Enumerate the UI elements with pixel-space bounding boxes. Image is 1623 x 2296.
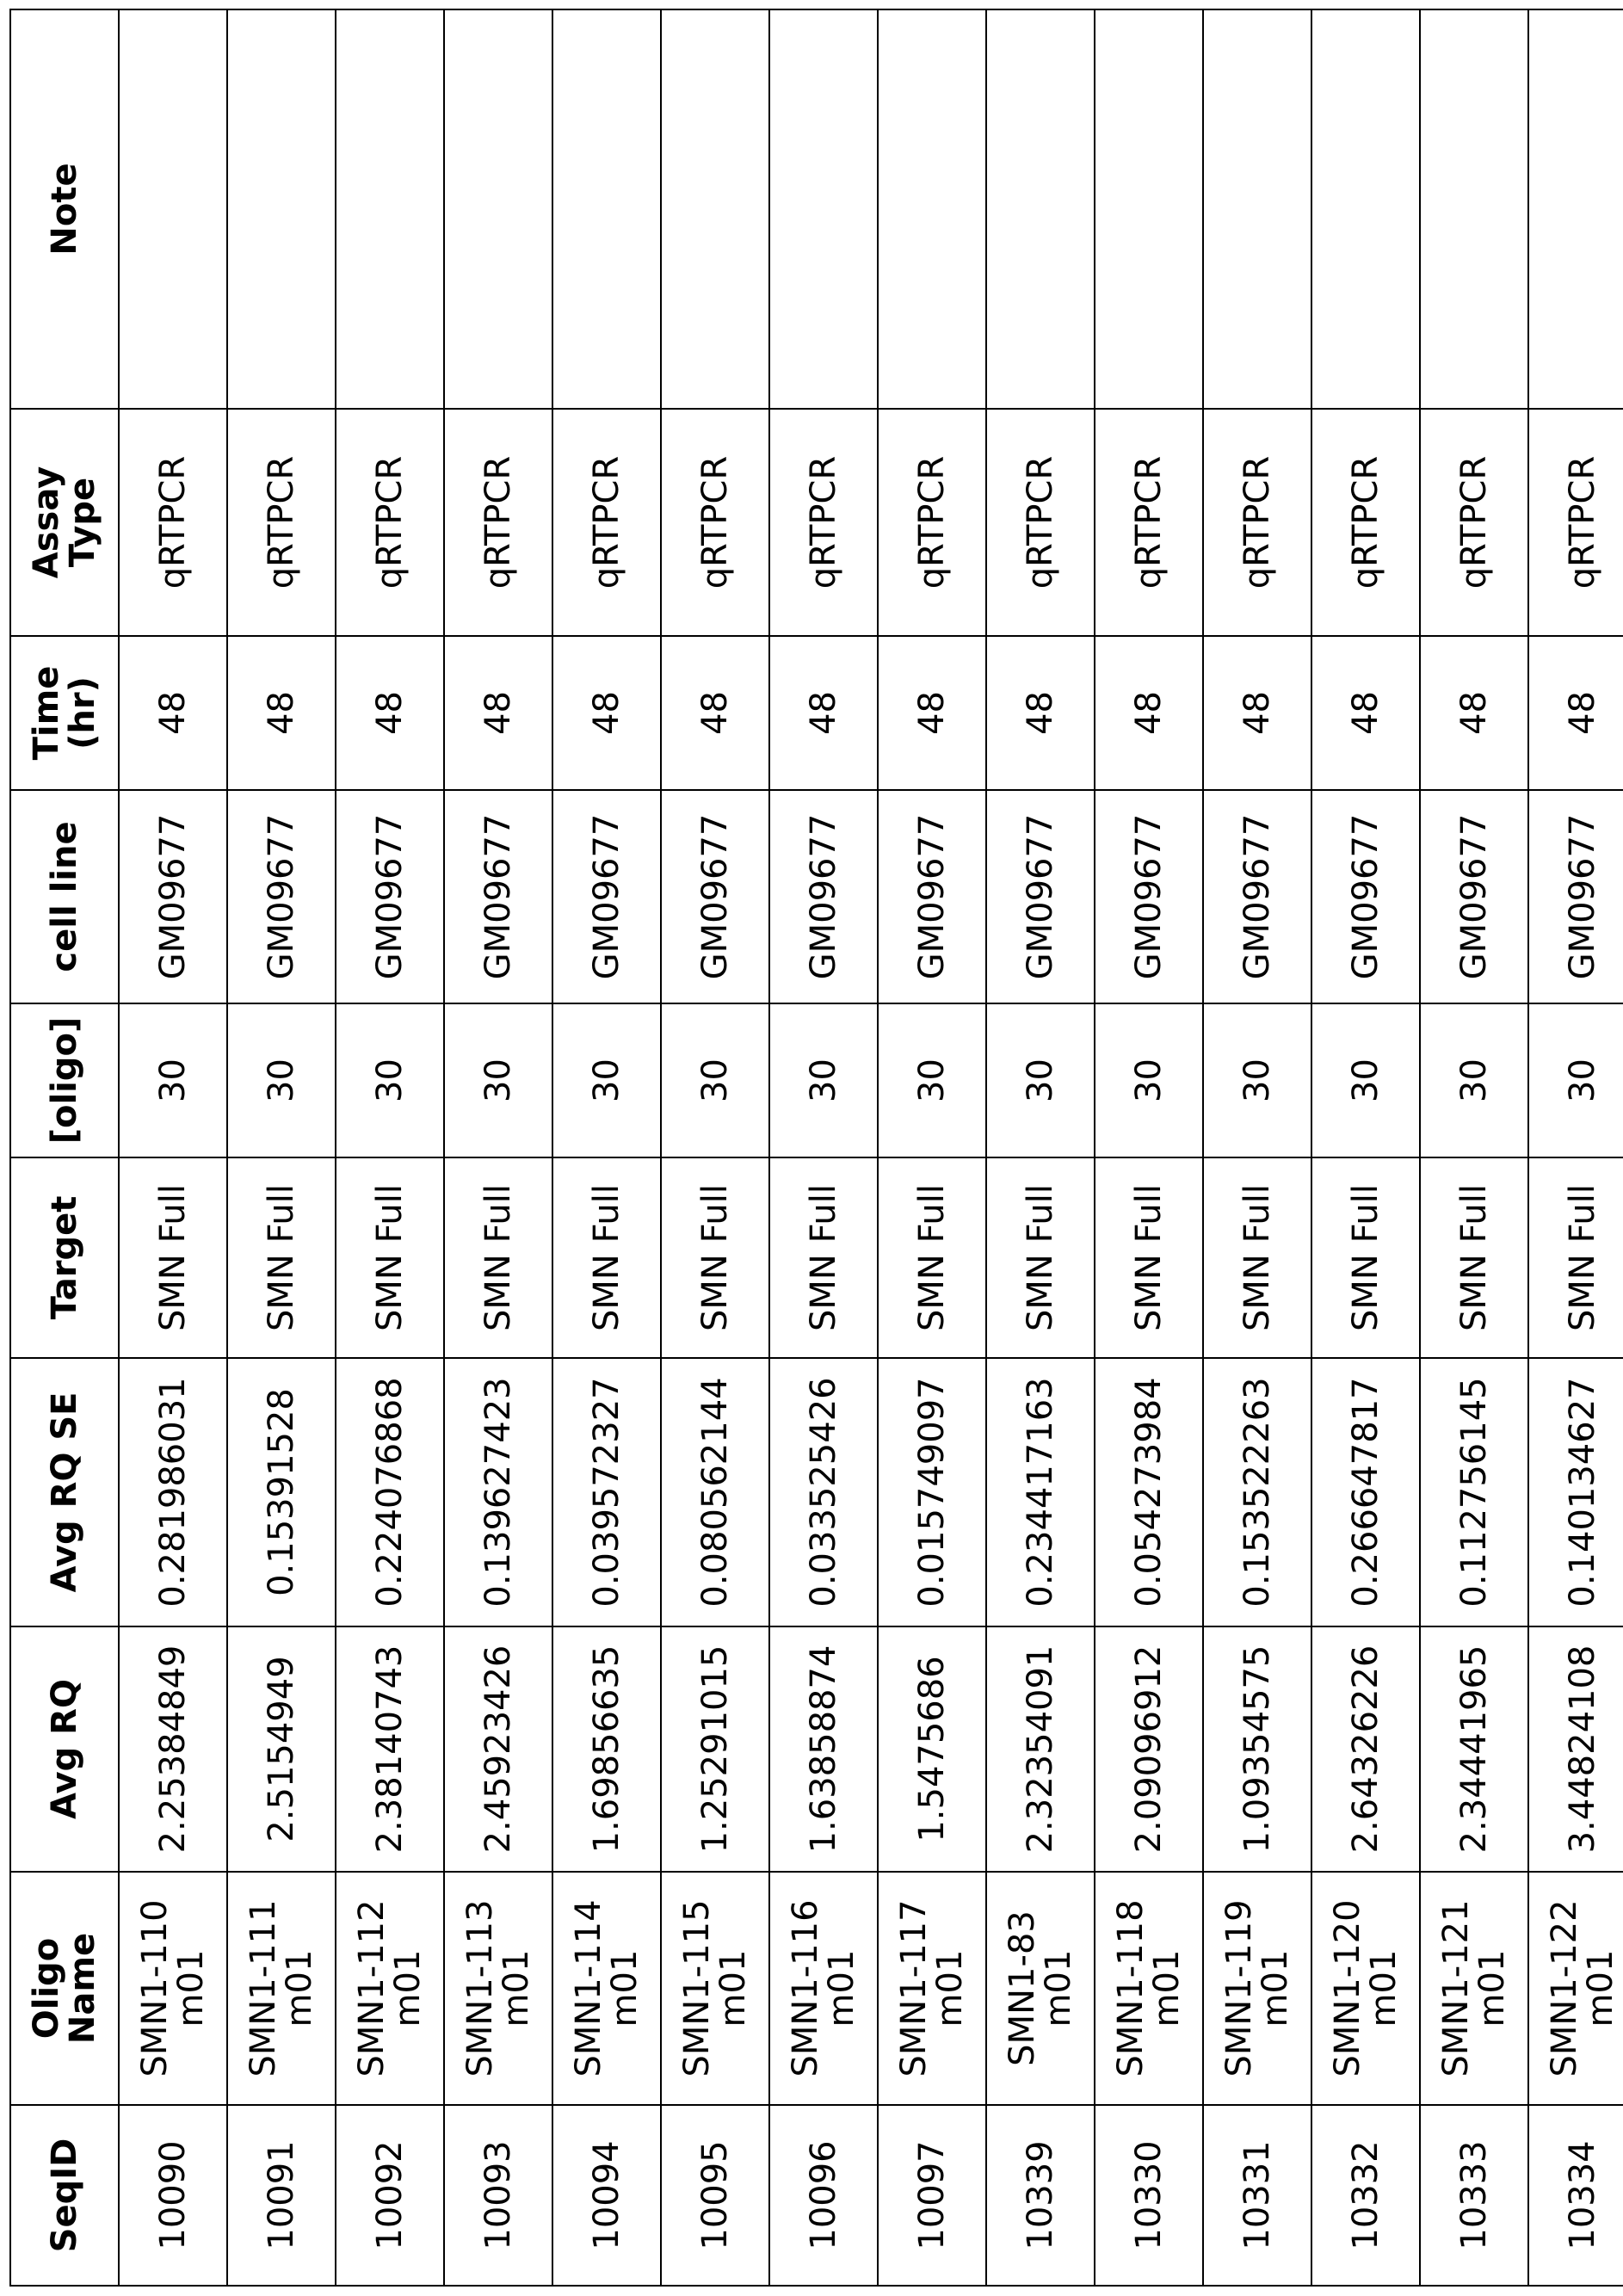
cell-time: 48	[1095, 636, 1203, 790]
header-assay-type	[10, 409, 119, 636]
cell-avg-rq-se: 0.139627423	[444, 1358, 552, 1626]
cell-oligo-concentration: 30	[444, 1003, 552, 1157]
cell-time: 48	[552, 636, 661, 790]
cell-oligo-name-line1: SMN1-83	[1003, 1910, 1042, 2066]
cell-seqid: 10091	[227, 2105, 336, 2286]
cell-oligo-name	[1203, 1872, 1311, 2105]
cell-avg-rq: 1.5475686	[878, 1626, 986, 1872]
cell-oligo-name	[444, 1872, 552, 2105]
cell-oligo-concentration: 30	[1311, 1003, 1420, 1157]
cell-oligo-name-line2: m01	[1256, 1949, 1295, 2028]
cell-time: 48	[878, 636, 986, 790]
cell-avg-rq: 2.64326226	[1311, 1626, 1420, 1872]
header-avg-rq: Avg RQ	[10, 1626, 119, 1872]
cell-oligo-name-line2: m01	[605, 1949, 645, 2028]
cell-oligo-name	[119, 1872, 227, 2105]
cell-oligo-name-line2: m01	[171, 1949, 211, 2028]
cell-note	[552, 9, 661, 409]
cell-note	[1203, 9, 1311, 409]
cell-time: 48	[227, 636, 336, 790]
table-row	[227, 9, 336, 2286]
table-row	[769, 9, 878, 2286]
cell-time: 48	[661, 636, 769, 790]
cell-target: SMN Full	[1095, 1157, 1203, 1358]
table-row	[119, 9, 227, 2286]
cell-assay-type: qRTPCR	[1095, 409, 1203, 636]
table-row	[1420, 9, 1528, 2286]
cell-oligo-concentration: 30	[1528, 1003, 1623, 1157]
cell-note	[227, 9, 336, 409]
cell-note	[336, 9, 444, 409]
header-time-line1: Time	[27, 665, 66, 761]
cell-seqid: 10096	[769, 2105, 878, 2286]
cell-avg-rq-se: 0.054273984	[1095, 1358, 1203, 1626]
cell-avg-rq-se: 0.080562144	[661, 1358, 769, 1626]
cell-avg-rq-se: 0.033525426	[769, 1358, 878, 1626]
cell-oligo-name	[661, 1872, 769, 2105]
cell-seqid: 10331	[1203, 2105, 1311, 2286]
cell-assay-type: qRTPCR	[552, 409, 661, 636]
cell-seqid: 10339	[986, 2105, 1095, 2286]
cell-time: 48	[1528, 636, 1623, 790]
cell-oligo-concentration: 30	[986, 1003, 1095, 1157]
cell-avg-rq-se: 0.15391528	[227, 1358, 336, 1626]
cell-oligo-concentration: 30	[119, 1003, 227, 1157]
header-assay-type-line1: Assay	[27, 466, 66, 579]
cell-target: SMN Full	[769, 1157, 878, 1358]
cell-seqid: 10330	[1095, 2105, 1203, 2286]
cell-target: SMN Full	[986, 1157, 1095, 1358]
cell-avg-rq-se: 0.140134627	[1528, 1358, 1623, 1626]
cell-seqid: 10095	[661, 2105, 769, 2286]
cell-target: SMN Full	[444, 1157, 552, 1358]
cell-assay-type: qRTPCR	[878, 409, 986, 636]
table-row	[444, 9, 552, 2286]
header-note: Note	[10, 9, 119, 409]
cell-seqid: 10090	[119, 2105, 227, 2286]
cell-oligo-name	[552, 1872, 661, 2105]
cell-target: SMN Full	[1203, 1157, 1311, 1358]
cell-target: SMN Full	[336, 1157, 444, 1358]
cell-oligo-concentration: 30	[1420, 1003, 1528, 1157]
cell-avg-rq: 3.44824108	[1528, 1626, 1623, 1872]
cell-avg-rq-se: 0.266647817	[1311, 1358, 1420, 1626]
cell-oligo-name-line2: m01	[1364, 1949, 1404, 2028]
cell-avg-rq-se: 0.281986031	[119, 1358, 227, 1626]
cell-assay-type: qRTPCR	[986, 409, 1095, 636]
cell-assay-type: qRTPCR	[769, 409, 878, 636]
table-row	[661, 9, 769, 2286]
cell-cell-line: GM09677	[769, 790, 878, 1003]
cell-cell-line: GM09677	[878, 790, 986, 1003]
cell-note	[1311, 9, 1420, 409]
header-oligo-name-line2: Name	[63, 1932, 102, 2045]
cell-avg-rq: 2.45923426	[444, 1626, 552, 1872]
cell-avg-rq: 1.63858874	[769, 1626, 878, 1872]
cell-note	[878, 9, 986, 409]
table-row	[1203, 9, 1311, 2286]
table-row	[552, 9, 661, 2286]
cell-assay-type: qRTPCR	[1528, 409, 1623, 636]
cell-target: SMN Full	[661, 1157, 769, 1358]
cell-cell-line: GM09677	[1420, 790, 1528, 1003]
cell-note	[444, 9, 552, 409]
cell-oligo-name-line2: m01	[1581, 1949, 1620, 2028]
cell-avg-rq: 1.69856635	[552, 1626, 661, 1872]
results-table	[9, 9, 1623, 2287]
cell-oligo-name-line2: m01	[1039, 1949, 1078, 2028]
cell-oligo-name-line1: SMN1-110	[135, 1899, 175, 2077]
cell-oligo-concentration: 30	[661, 1003, 769, 1157]
table-row	[1095, 9, 1203, 2286]
header-target: Target	[10, 1157, 119, 1358]
cell-note	[661, 9, 769, 409]
cell-oligo-name-line1: SMN1-112	[352, 1899, 392, 2077]
cell-oligo-name-line1: SMN1-122	[1545, 1899, 1584, 2077]
cell-time: 48	[1203, 636, 1311, 790]
cell-oligo-name-line1: SMN1-111	[244, 1899, 283, 2077]
cell-cell-line: GM09677	[1528, 790, 1623, 1003]
cell-avg-rq: 2.09096912	[1095, 1626, 1203, 1872]
header-avg-rq-se: Avg RQ SE	[10, 1358, 119, 1626]
cell-seqid: 10092	[336, 2105, 444, 2286]
cell-time: 48	[1311, 636, 1420, 790]
cell-oligo-name-line2: m01	[822, 1949, 861, 2028]
cell-oligo-concentration: 30	[227, 1003, 336, 1157]
cell-oligo-concentration: 30	[878, 1003, 986, 1157]
cell-target: SMN Full	[552, 1157, 661, 1358]
cell-oligo-name	[1420, 1872, 1528, 2105]
cell-oligo-name-line2: m01	[1472, 1949, 1512, 2028]
cell-oligo-name-line2: m01	[388, 1949, 428, 2028]
header-time	[10, 636, 119, 790]
cell-note	[1095, 9, 1203, 409]
cell-seqid: 10094	[552, 2105, 661, 2286]
cell-cell-line: GM09677	[336, 790, 444, 1003]
header-oligo-name-line1: Oligo	[27, 1937, 66, 2040]
cell-avg-rq-se: 0.039572327	[552, 1358, 661, 1626]
cell-target: SMN Full	[227, 1157, 336, 1358]
cell-oligo-name	[878, 1872, 986, 2105]
cell-cell-line: GM09677	[119, 790, 227, 1003]
cell-avg-rq-se: 0.153522263	[1203, 1358, 1311, 1626]
cell-avg-rq-se: 0.234417163	[986, 1358, 1095, 1626]
cell-target: SMN Full	[878, 1157, 986, 1358]
cell-oligo-name	[336, 1872, 444, 2105]
cell-oligo-name	[227, 1872, 336, 2105]
cell-assay-type: qRTPCR	[661, 409, 769, 636]
header-assay-type-line2: Type	[63, 477, 102, 568]
cell-assay-type: qRTPCR	[336, 409, 444, 636]
cell-cell-line: GM09677	[986, 790, 1095, 1003]
cell-oligo-name-line2: m01	[1147, 1949, 1187, 2028]
cell-time: 48	[119, 636, 227, 790]
cell-oligo-name-line1: SMN1-113	[460, 1899, 500, 2077]
cell-oligo-concentration: 30	[769, 1003, 878, 1157]
cell-cell-line: GM09677	[1203, 790, 1311, 1003]
cell-target: SMN Full	[1420, 1157, 1528, 1358]
cell-assay-type: qRTPCR	[444, 409, 552, 636]
cell-oligo-name-line1: SMN1-114	[569, 1899, 608, 2077]
cell-target: SMN Full	[1311, 1157, 1420, 1358]
cell-assay-type: qRTPCR	[119, 409, 227, 636]
header-time-line2: (hr)	[63, 676, 102, 750]
header-oligo-name	[10, 1872, 119, 2105]
cell-assay-type: qRTPCR	[1311, 409, 1420, 636]
cell-avg-rq: 1.25291015	[661, 1626, 769, 1872]
cell-oligo-name	[1095, 1872, 1203, 2105]
cell-avg-rq: 1.09354575	[1203, 1626, 1311, 1872]
cell-oligo-name-line1: SMN1-117	[894, 1899, 934, 2077]
cell-oligo-concentration: 30	[552, 1003, 661, 1157]
cell-oligo-concentration: 30	[1203, 1003, 1311, 1157]
cell-cell-line: GM09677	[1311, 790, 1420, 1003]
header-cell-line: cell line	[10, 790, 119, 1003]
cell-oligo-name-line2: m01	[280, 1949, 319, 2028]
cell-oligo-concentration: 30	[336, 1003, 444, 1157]
cell-cell-line: GM09677	[552, 790, 661, 1003]
cell-oligo-name-line1: SMN1-115	[677, 1899, 717, 2077]
rotated-table-container	[9, 10, 1620, 2287]
cell-seqid: 10333	[1420, 2105, 1528, 2286]
cell-assay-type: qRTPCR	[1420, 409, 1528, 636]
cell-oligo-concentration: 30	[1095, 1003, 1203, 1157]
header-oligo-concentration: [oligo]	[10, 1003, 119, 1157]
cell-seqid: 10093	[444, 2105, 552, 2286]
cell-oligo-name-line2: m01	[930, 1949, 970, 2028]
table-row	[336, 9, 444, 2286]
table-row	[1528, 9, 1623, 2286]
cell-oligo-name-line1: SMN1-118	[1111, 1899, 1151, 2077]
cell-oligo-name-line2: m01	[497, 1949, 536, 2028]
cell-time: 48	[986, 636, 1095, 790]
cell-note	[1528, 9, 1623, 409]
header-seqid: SeqID	[10, 2105, 119, 2286]
cell-cell-line: GM09677	[1095, 790, 1203, 1003]
cell-avg-rq: 2.5154949	[227, 1626, 336, 1872]
cell-avg-rq-se: 0.224076868	[336, 1358, 444, 1626]
cell-seqid: 10097	[878, 2105, 986, 2286]
cell-oligo-name	[986, 1872, 1095, 2105]
cell-cell-line: GM09677	[227, 790, 336, 1003]
cell-seqid: 10334	[1528, 2105, 1623, 2286]
header-row	[10, 9, 119, 2286]
cell-oligo-name-line1: SMN1-120	[1328, 1899, 1367, 2077]
cell-note	[1420, 9, 1528, 409]
table-body	[119, 9, 1623, 2286]
cell-avg-rq: 2.38140743	[336, 1626, 444, 1872]
cell-oligo-name-line1: SMN1-121	[1436, 1899, 1476, 2077]
cell-avg-rq-se: 0.112756145	[1420, 1358, 1528, 1626]
cell-note	[119, 9, 227, 409]
cell-oligo-name-line1: SMN1-119	[1219, 1899, 1259, 2077]
cell-time: 48	[444, 636, 552, 790]
cell-time: 48	[769, 636, 878, 790]
cell-note	[769, 9, 878, 409]
cell-assay-type: qRTPCR	[1203, 409, 1311, 636]
cell-oligo-name	[769, 1872, 878, 2105]
table-row	[1311, 9, 1420, 2286]
cell-assay-type: qRTPCR	[227, 409, 336, 636]
cell-cell-line: GM09677	[661, 790, 769, 1003]
cell-oligo-name-line2: m01	[713, 1949, 753, 2028]
table-row	[878, 9, 986, 2286]
cell-time: 48	[336, 636, 444, 790]
cell-avg-rq: 2.32354091	[986, 1626, 1095, 1872]
table-row	[986, 9, 1095, 2286]
cell-oligo-name	[1311, 1872, 1420, 2105]
cell-note	[986, 9, 1095, 409]
cell-oligo-name-line1: SMN1-116	[786, 1899, 825, 2077]
cell-seqid: 10332	[1311, 2105, 1420, 2286]
cell-avg-rq-se: 0.015749097	[878, 1358, 986, 1626]
cell-oligo-name	[1528, 1872, 1623, 2105]
cell-avg-rq: 2.25384849	[119, 1626, 227, 1872]
cell-target: SMN Full	[1528, 1157, 1623, 1358]
cell-avg-rq: 2.34441965	[1420, 1626, 1528, 1872]
cell-time: 48	[1420, 636, 1528, 790]
cell-target: SMN Full	[119, 1157, 227, 1358]
cell-cell-line: GM09677	[444, 790, 552, 1003]
